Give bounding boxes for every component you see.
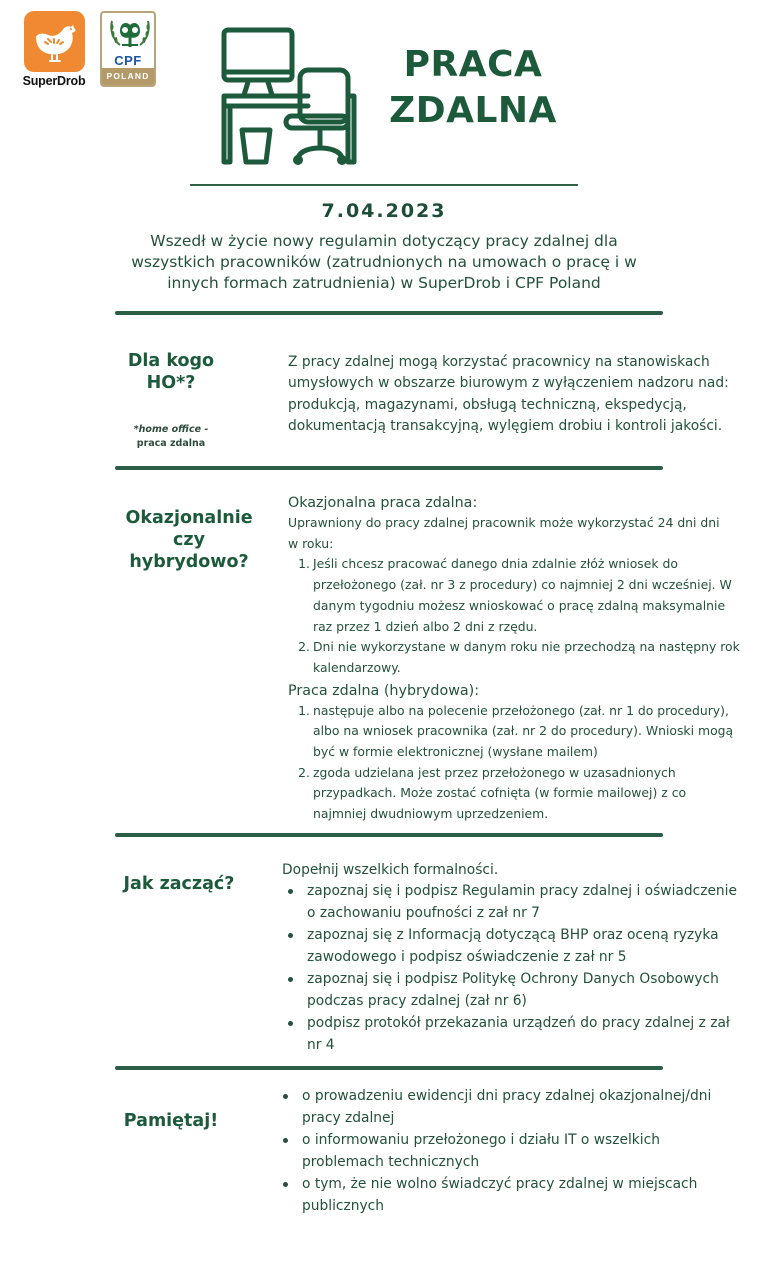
start-checklist [282, 880, 740, 1056]
list-item: o tym, że nie wolno świadczyć pracy zdalnej w miejscach publicznych [280, 1173, 740, 1217]
list-item: podpisz protokół przekazania urządzeń do pracy zdalnej z zał nr 4 [285, 1012, 740, 1056]
section-title-dla-kogo [86, 350, 256, 394]
list-item [288, 701, 740, 763]
superdrob-logo [24, 11, 85, 72]
list-item-text: zgoda udzielana jest przez przełożonego w uzasadnionych przypadkach. Może zostać cofnięta (w formie mailowej) z co najmniej dwudniowym uprzedzeniem. [313, 764, 687, 822]
list-item [288, 763, 740, 825]
cpf-logo-text: CPF [114, 53, 142, 68]
jak-zaczac-intro: Dopełnij wszelkich formalności. [282, 862, 499, 878]
footnote-line: *home office - [133, 424, 209, 435]
list-item: zapoznaj się i podpisz Politykę Ochrony Danych Osobowych podczas pracy zdalnej (zał nr 6) [285, 968, 740, 1012]
jak-zaczac-content [282, 860, 740, 1056]
header-divider [190, 184, 578, 186]
section-title-okazjonalnie [104, 507, 274, 573]
section-title-pamietaj: Pamiętaj! [123, 1111, 219, 1131]
okazjonalnie-content [288, 493, 740, 825]
section-title-jak-zaczac: Jak zacząć? [123, 874, 235, 894]
list-item-number: 2. [298, 639, 310, 655]
dla-kogo-text: Z pracy zdalnej mogą korzystać pracownicy na stanowiskach umysłowych w obszarze biurowym z wyłączeniem nadzoru nad: produkcją, magazynami, obsługą techniczną, ekspedycją, dokumentacją transakcyjną, wylęgiem drobiu i kontroli jakości. [288, 354, 729, 435]
title-line-1: PRACA [403, 44, 543, 85]
occasional-list [288, 554, 740, 678]
footnote-line: praca zdalna [136, 438, 206, 449]
list-item [288, 637, 740, 678]
title-line-2: ZDALNA [389, 90, 557, 131]
cpf-logo-country: POLAND [102, 68, 154, 85]
list-item: o informowaniu przełożonego i działu IT o wszelkich problemach technicznych [280, 1129, 740, 1173]
pamietaj-content [280, 1085, 740, 1217]
hen-icon [24, 11, 85, 72]
list-item-text: Jeśli chcesz pracować danego dnia zdalnie złóż wniosek do przełożonego (zał. nr 3 z procedury) co najmniej 2 dni wcześniej. W danym tygodniu możesz wnioskować o pracę zdalną maksymalnie raz przez 1 dzień albo 2 dni z rzędu. [313, 556, 732, 634]
section-divider [115, 466, 663, 470]
list-item: zapoznaj się i podpisz Regulamin pracy zdalnej i oświadczenie o zachowaniu poufności z zał nr 7 [285, 880, 740, 924]
title-line: Dla kogo [127, 351, 215, 371]
hybrid-list [288, 701, 740, 825]
list-item [288, 554, 740, 637]
remember-list [280, 1085, 740, 1217]
superdrob-logo-text: SuperDrob [22, 74, 86, 88]
occasional-intro: Uprawniony do pracy zdalnej pracownik może wykorzystać 24 dni dni w roku: [288, 515, 720, 551]
list-item-text: Dni nie wykorzystane w danym roku nie przechodzą na następny rok kalendarzowy. [313, 639, 740, 675]
hybrid-heading: Praca zdalna (hybrydowa): [288, 682, 480, 699]
list-item-number: 1. [298, 556, 310, 572]
list-item: o prowadzeniu ewidencji dni pracy zdalnej okazjonalnej/dni pracy zdalnej [280, 1085, 740, 1129]
page-title [378, 42, 568, 134]
occasional-heading: Okazjonalna praca zdalna: [288, 495, 478, 511]
title-line: czy [173, 530, 205, 550]
desk-computer-chair-icon [216, 26, 362, 168]
effective-date: 7.04.2023 [321, 200, 447, 222]
cpf-emblem-icon [106, 15, 154, 53]
list-item-text: następuje albo na polecenie przełożonego (zał. nr 1 do procedury), albo na wniosek pracownika (zał. nr 2 do procedury). Wnioski mogą być w formie elektronicznej (wysłane mailem) [313, 702, 734, 760]
title-line: Okazjonalnie [125, 508, 253, 528]
list-item-number: 2. [298, 764, 310, 780]
home-office-footnote [86, 423, 256, 451]
section-divider [115, 311, 663, 315]
list-item-number: 1. [298, 702, 310, 718]
section-divider [115, 1066, 663, 1070]
title-line: hybrydowo? [129, 552, 249, 572]
section-divider [115, 833, 663, 837]
list-item: zapoznaj się z Informacją dotyczącą BHP oraz oceną ryzyka zawodowego i podpisz oświadczenie z zał nr 5 [285, 924, 740, 968]
intro-text: Wszedł w życie nowy regulamin dotyczący pracy zdalnej dla wszystkich pracowników (zatrudnionych na umowach o pracę i w innych formach zatrudnienia) w SuperDrob i CPF Poland [131, 232, 637, 292]
cpf-poland-logo [100, 11, 156, 87]
title-line: HO*? [146, 373, 196, 393]
